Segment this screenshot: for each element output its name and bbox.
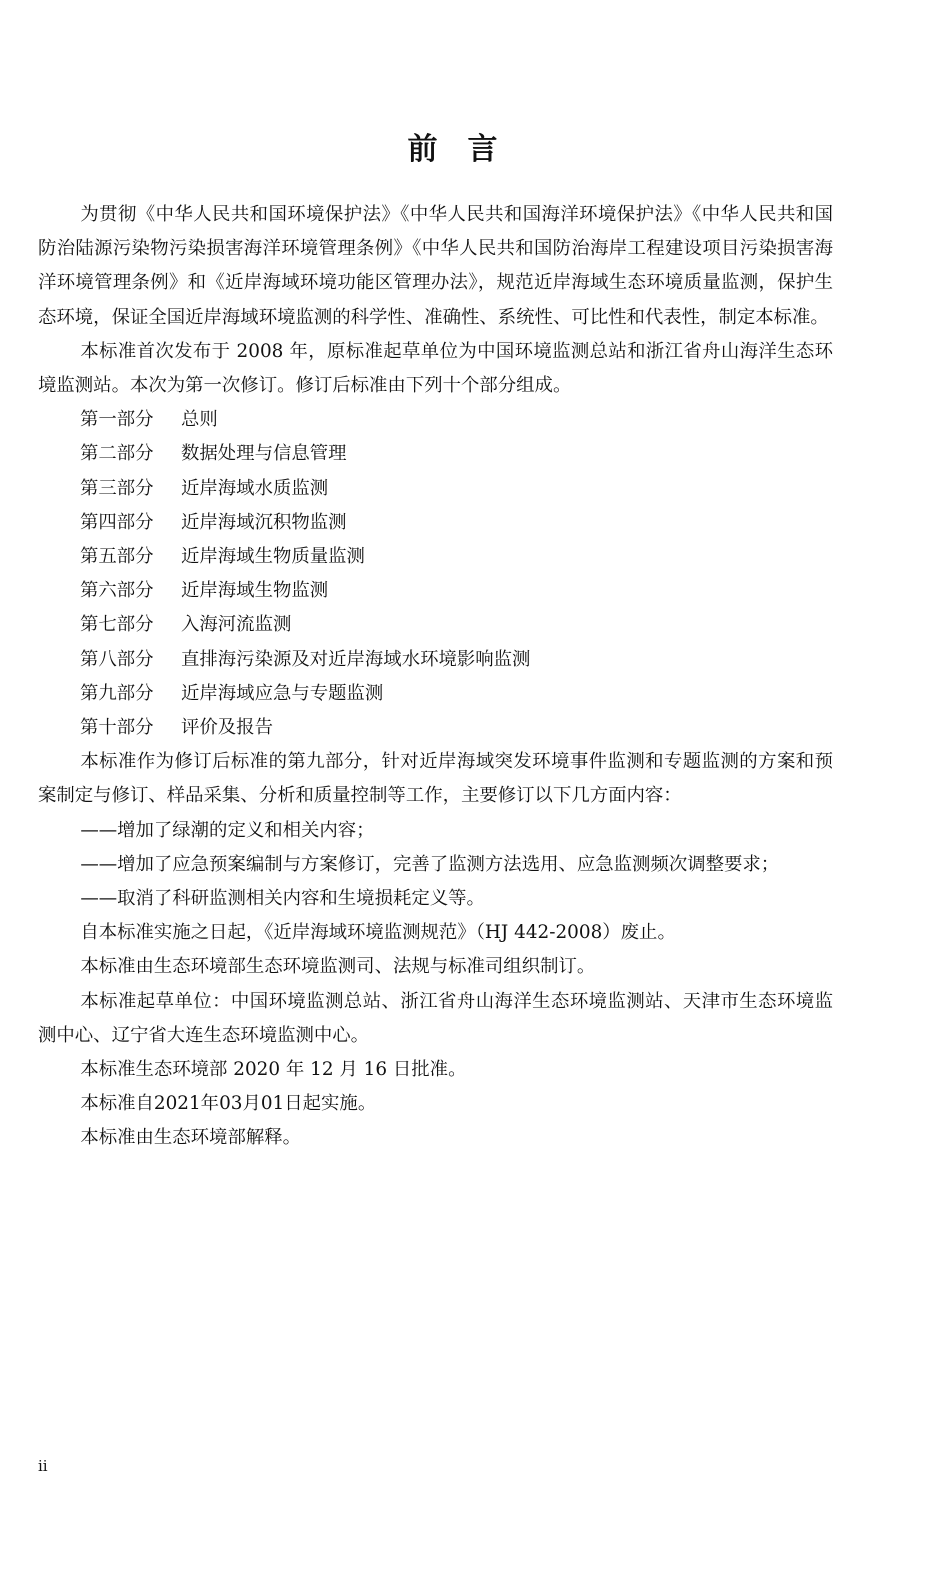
list-item [38, 574, 833, 608]
page-title: 前言 [407, 132, 528, 167]
part-name: 总则 [181, 409, 218, 431]
list-item [38, 540, 833, 574]
paragraph-purpose: 为贯彻《中华人民共和国环境保护法》《中华人民共和国海洋环境保护法》《中华人民共和国防治陆源污染物污染损害海洋环境管理条例》《中华人民共和国防治海岸工程建设项目污染损害海洋环境管理条例》和《近岸海域环境功能区管理办法》，规范近岸海域生态环境质量监测，保护生态环境，保证全国近岸海域环境监测的科学性、准确性、系统性、可比性和代表性，制定本标准。 [38, 204, 833, 328]
change-item: ——增加了绿潮的定义和相关内容； [80, 819, 375, 841]
page-number: ii [38, 1457, 48, 1475]
part-number: 第八部分 [80, 648, 154, 670]
part-name: 近岸海域沉积物监测 [181, 511, 347, 533]
part-number: 第五部分 [80, 546, 154, 568]
list-item [38, 608, 833, 642]
paragraph-interpretation: 本标准由生态环境部解释。 [80, 1127, 302, 1149]
part-name: 近岸海域应急与专题监测 [181, 682, 384, 704]
foreword-body [38, 198, 833, 1156]
paragraph-effective-date: 本标准自2021年03月01日起实施。 [80, 1093, 377, 1115]
list-item [38, 472, 833, 506]
part-number: 第四部分 [80, 511, 154, 533]
part-number: 第十部分 [80, 717, 154, 739]
part-number: 第二部分 [80, 443, 154, 465]
part-number: 第一部分 [80, 409, 154, 431]
paragraph-history: 本标准首次发布于 2008 年，原标准起草单位为中国环境监测总站和浙江省舟山海洋生态环境监测站。本次为第一次修订。修订后标准由下列十个部分组成。 [38, 340, 833, 397]
part-name: 数据处理与信息管理 [181, 443, 347, 465]
paragraph-scope: 本标准作为修订后标准的第九部分，针对近岸海域突发环境事件监测和专题监测的方案和预案制定与修订、样品采集、分析和质量控制等工作，主要修订以下几方面内容： [38, 751, 833, 807]
part-number: 第七部分 [80, 614, 154, 636]
part-name: 近岸海域水质监测 [181, 477, 329, 499]
paragraph-supersede: 自本标准实施之日起，《近岸海域环境监测规范》（HJ 442-2008）废止。 [80, 922, 676, 944]
part-number: 第三部分 [80, 477, 154, 499]
part-name: 直排海污染源及对近岸海域水环境影响监测 [181, 648, 531, 670]
list-item [38, 403, 833, 437]
paragraph-organizer: 本标准由生态环境部生态环境监测司、法规与标准司组织制订。 [80, 956, 596, 978]
list-item [38, 677, 833, 711]
paragraph-approval: 本标准生态环境部 2020 年 12 月 16 日批准。 [80, 1059, 467, 1081]
part-name: 近岸海域生物监测 [181, 580, 329, 602]
paragraph-drafters: 本标准起草单位：中国环境监测总站、浙江省舟山海洋生态环境监测站、天津市生态环境监测中心、辽宁省大连生态环境监测中心。 [38, 990, 833, 1046]
part-name: 评价及报告 [181, 717, 273, 739]
list-item [38, 643, 833, 677]
parts-list [38, 403, 833, 745]
part-name: 近岸海域生物质量监测 [181, 546, 365, 568]
part-number: 第九部分 [80, 682, 154, 704]
list-item [38, 506, 833, 540]
part-number: 第六部分 [80, 580, 154, 602]
list-item [38, 437, 833, 471]
part-name: 入海河流监测 [181, 614, 292, 636]
list-item [38, 711, 833, 745]
change-item: ——取消了科研监测相关内容和生境损耗定义等。 [80, 888, 485, 910]
change-item: ——增加了应急预案编制与方案修订，完善了监测方法选用、应急监测频次调整要求； [80, 853, 780, 875]
